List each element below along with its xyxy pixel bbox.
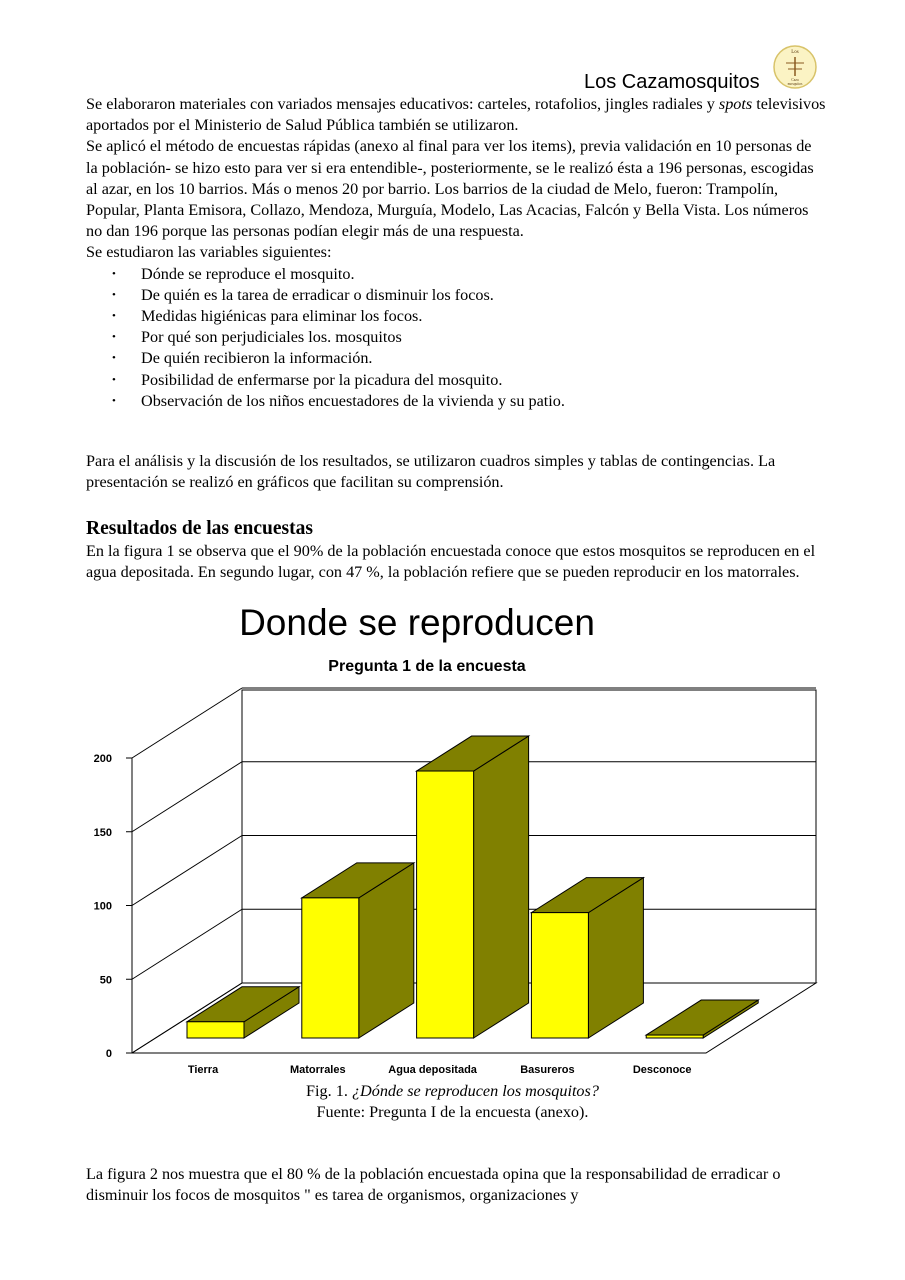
gridline-side xyxy=(132,762,242,832)
list-item: • Por qué son perjudiciales los. mosquitos xyxy=(86,327,826,348)
bar-side xyxy=(474,736,529,1038)
bar-front xyxy=(187,1022,244,1038)
bullet-icon: • xyxy=(112,394,116,407)
bar-1 xyxy=(302,863,414,1038)
list-item: • De quién recibieron la información. xyxy=(86,348,826,369)
results-heading: Resultados de las encuestas xyxy=(86,518,313,539)
closing-paragraph: La figura 2 nos muestra que el 80 % de la población encuestada opina que la responsabilidad de erradicar o disminuir los focos de mosquitos " es tarea de organismos, organizaciones y xyxy=(86,1165,781,1205)
intro-section xyxy=(86,94,826,412)
list-item: • Observación de los niños encuestadores de la vivienda y su patio. xyxy=(86,391,826,412)
bar-front xyxy=(417,771,474,1038)
logo-text-bottom: mosquitos xyxy=(787,82,803,86)
y-tick-label: 200 xyxy=(93,753,112,765)
spots-emphasis: spots xyxy=(718,95,753,113)
gridline-side xyxy=(132,836,242,906)
results-paragraph: En la figura 1 se observa que el 90% de la población encuestada conoce que estos mosquitos se reproducen en el agua depositada. En segundo lugar, con 47 %, la población refiere que se pueden reproducir en los matorrales. xyxy=(86,542,816,582)
x-tick-label: Matorrales xyxy=(289,1064,346,1076)
y-tick-label: 0 xyxy=(105,1048,112,1060)
bar-front xyxy=(531,913,588,1038)
cazamosquitos-logo xyxy=(772,44,818,90)
bar-top xyxy=(646,1000,758,1035)
bullet-icon: • xyxy=(112,373,116,386)
bullet-icon: • xyxy=(112,267,116,280)
intro-paragraph-1: Se elaboraron materiales con variados mensajes educativos: carteles, rotafolios, jingles radiales y spots televisivos aportados por el Ministerio de Salud Pública también se utilizaron. xyxy=(86,95,826,135)
bullet-icon: • xyxy=(112,352,116,365)
intro-paragraph-3: Se estudiaron las variables siguientes: xyxy=(86,243,332,262)
bar-2 xyxy=(417,736,529,1038)
figure-title: ¿Dónde se reproducen los mosquitos? xyxy=(351,1082,599,1100)
page-header-title: Los Cazamosquitos xyxy=(584,71,760,93)
list-item: • Medidas higiénicas para eliminar los focos. xyxy=(86,306,826,327)
gridline-side xyxy=(132,909,242,979)
list-item: • Dónde se reproduce el mosquito. xyxy=(86,264,826,285)
bar-front xyxy=(646,1035,703,1038)
bar-4 xyxy=(646,1000,758,1038)
figure-label: Fig. 1. xyxy=(306,1082,352,1100)
intro-paragraph-2: Se aplicó el método de encuestas rápidas (anexo al final para ver los items), previa validación en 10 personas de la población- se hizo esto para ver si era entendible-, posteriormente, se le realizó ésta a 196 personas, escogidas al azar, en los 10 barrios. Más o menos 20 por barrio. Los barrios de la ciudad de Melo, fueron: Trampolín, Popular, Planta Emisora, Collazo, Mendoza, Murguía, Modelo, Las Acacias, Falcón y Bella Vista. Los números no dan 196 porque las personas podían elegir más de una respuesta. xyxy=(86,137,814,241)
x-tick-label: Agua depositada xyxy=(388,1064,477,1076)
list-item: • Posibilidad de enfermarse por la picadura del mosquito. xyxy=(86,370,826,391)
bar-0 xyxy=(187,987,299,1038)
x-tick-label: Tierra xyxy=(187,1064,219,1076)
bar-3 xyxy=(531,878,643,1038)
chart-title: Donde se reproducen xyxy=(239,602,595,643)
bullet-icon: • xyxy=(112,310,116,323)
logo-text-mid: Caza xyxy=(791,78,799,82)
bullet-icon: • xyxy=(112,331,116,344)
x-tick-label: Desconoce xyxy=(632,1064,692,1076)
figure-source: Fuente: Pregunta I de la encuesta (anexo). xyxy=(316,1103,589,1121)
bullet-icon: • xyxy=(112,288,116,301)
analysis-paragraph: Para el análisis y la discusión de los resultados, se utilizaron cuadros simples y tablas de contingencias. La presentación se realizó en gráficos que facilitan su comprensión. xyxy=(86,452,776,492)
logo-text-top: Los xyxy=(791,50,799,55)
list-item: • De quién es la tarea de erradicar o disminuir los focos. xyxy=(86,285,826,306)
y-tick-label: 50 xyxy=(99,974,112,987)
gridline-side xyxy=(132,688,242,758)
bar-front xyxy=(302,898,359,1038)
chart-subtitle: Pregunta 1 de la encuesta xyxy=(328,658,526,675)
variables-list xyxy=(86,264,826,412)
figure-caption xyxy=(86,1081,819,1102)
y-tick-label: 100 xyxy=(93,900,112,913)
x-tick-label: Basureros xyxy=(520,1064,575,1076)
bar-chart-donde-se-reproducen xyxy=(86,600,826,1085)
y-tick-label: 150 xyxy=(93,826,112,839)
